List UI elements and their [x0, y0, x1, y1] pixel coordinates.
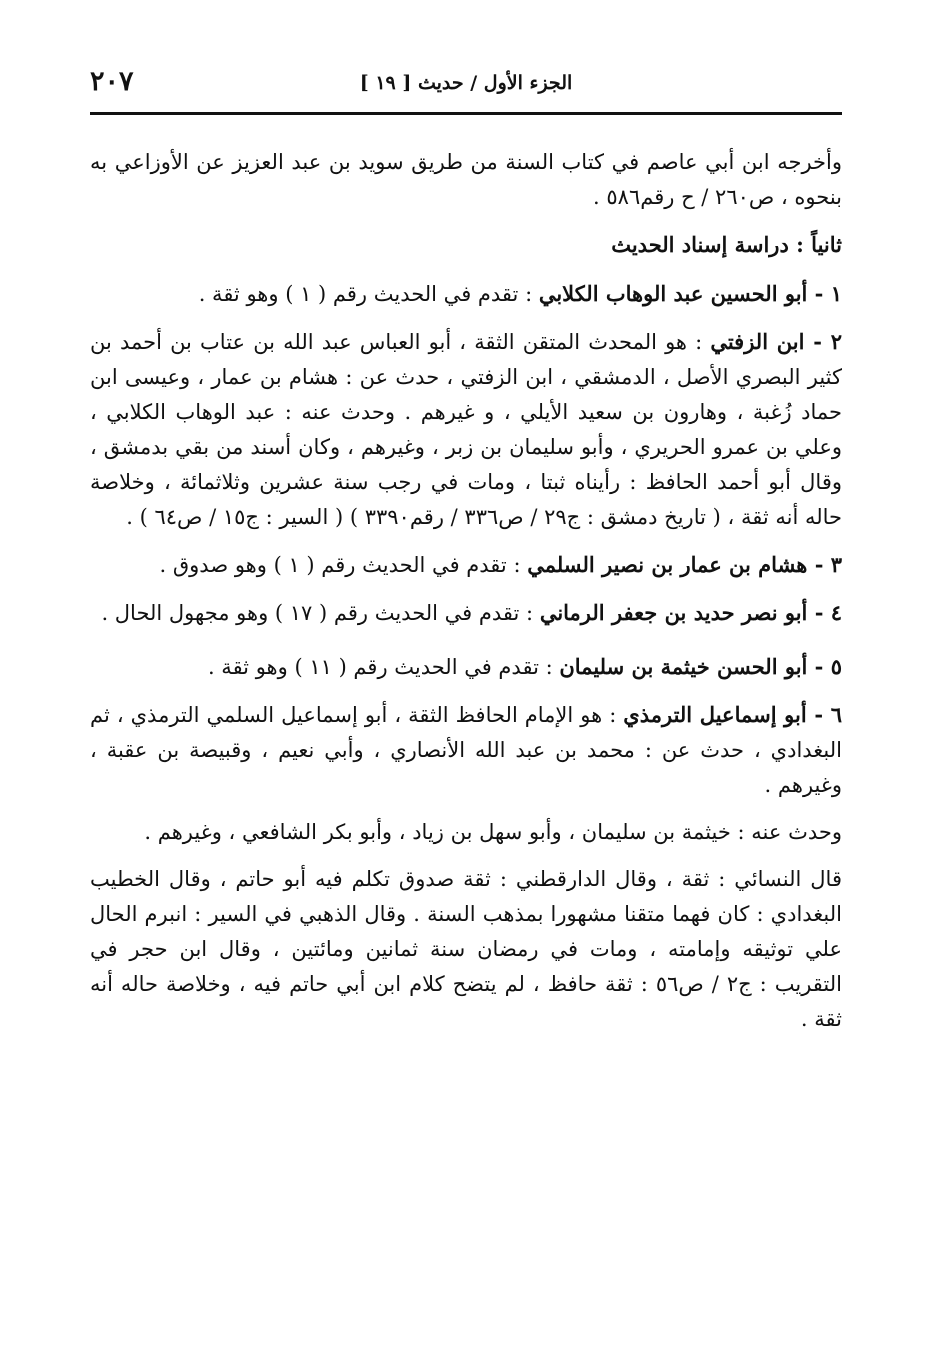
narrator-note: : تقدم في الحديث رقم ( ١٧ ) وهو مجهول الحال . — [101, 601, 540, 625]
students-paragraph: وحدث عنه : خيثمة بن سليمان ، وأبو سهل بن زياد ، وأبو بكر الشافعي ، وغيرهم . — [144, 820, 842, 844]
narrator-name: ٢ - ابن الزفتي — [710, 329, 843, 354]
narrator-note: : تقدم في الحديث رقم ( ١١ ) وهو ثقة . — [207, 655, 560, 679]
narrator-entry-5 — [90, 649, 842, 685]
narrator-note: : هو الإمام الحافظ الثقة ، أبو إسماعيل السلمي الترمذي ، ثم البغدادي ، حدث عن : محمد بن عبد الله الأنصاري ، وأبي نعيم ، وقبيصة بن عقبة ، وغيرهم . — [90, 703, 842, 797]
narrator-name: ٥ - أبو الحسن خيثمة بن سليمان — [559, 654, 842, 679]
document-page — [90, 60, 842, 1300]
narrator-entry-1 — [90, 276, 842, 312]
section-heading: ثانياً : دراسة إسناد الحديث — [611, 232, 842, 257]
narrator-note: : هو المحدث المتقن الثقة ، أبو العباس عبد الله بن عتاب بن أحمد بن كثير البصري الأصل ، الدمشقي ، ابن الزفتي ، حدث عن : هشام بن عمار ، وعيسى ابن حماد زُغبة ، وهارون بن سعيد الأيلي ، و غيرهم . وحدث عنه : عبد الوهاب الكلابي ، وعلي بن عمرو الحريري ، وأبو سليمان بن زبر ، وغيرهم ، وكان أسند من بقي بدمشق ، وقال أبو أحمد الحافظ : رأيناه ثبتا ، ومات في رجب سنة عشرين وثلاثمائة ، وخلاصة حاله أنه ثقة ، ( تاريخ دمشق : ج٢٩ / ص٣٣٦ / رقم٣٣٩٠ ) ( السير : ج١٥ / ص٦٤ ) . — [90, 330, 842, 529]
narrator-name: ٣ - هشام بن عمار بن نصير السلمي — [527, 552, 842, 577]
narrator-entry-4 — [90, 595, 842, 631]
narrator-name: ١ - أبو الحسين عبد الوهاب الكلابي — [538, 281, 842, 306]
narrator-entry-6 — [90, 697, 842, 803]
narrator-note: : تقدم في الحديث رقم ( ١ ) وهو صدوق . — [159, 553, 528, 577]
page-body — [90, 145, 842, 1037]
narrator-entry-2 — [90, 324, 842, 535]
narrator-entry-3 — [90, 547, 842, 583]
running-title: الجزء الأول / حديث [ ١٩ ] — [359, 72, 573, 94]
opinions-paragraph: قال النسائي : ثقة ، وقال الدارقطني : ثقة صدوق تكلم فيه أبو حاتم ، وقال الخطيب البغدادي : كان فهما متقنا مشهورا بمذهب السنة . وقال الذهبي في السير : انبرم الحال علي توثيقه وإمامته ، ومات في رمضان سنة ثمانين ومائتين ، وقال ابن حجر في التقريب : ج٢ / ص٥٦ : ثقة حافظ ، لم يتضح كلام ابن أبي حاتم فيه ، وخلاصة حاله أنه ثقة . — [90, 867, 842, 1031]
narrator-name: ٤ - أبو نصر حديد بن جعفر الرماني — [539, 600, 842, 625]
narrator-note: : تقدم في الحديث رقم ( ١ ) وهو ثقة . — [198, 282, 539, 306]
narrator-name: ٦ - أبو إسماعيل الترمذي — [623, 702, 842, 727]
intro-paragraph: وأخرجه ابن أبي عاصم في كتاب السنة من طريق سويد بن عبد العزيز عن الأوزاعي به بنحوه ، ص٢٦٠ / ح رقم٥٨٦ . — [90, 150, 842, 209]
page-number: ٢٠٧ — [90, 66, 134, 97]
page-header — [90, 60, 842, 115]
